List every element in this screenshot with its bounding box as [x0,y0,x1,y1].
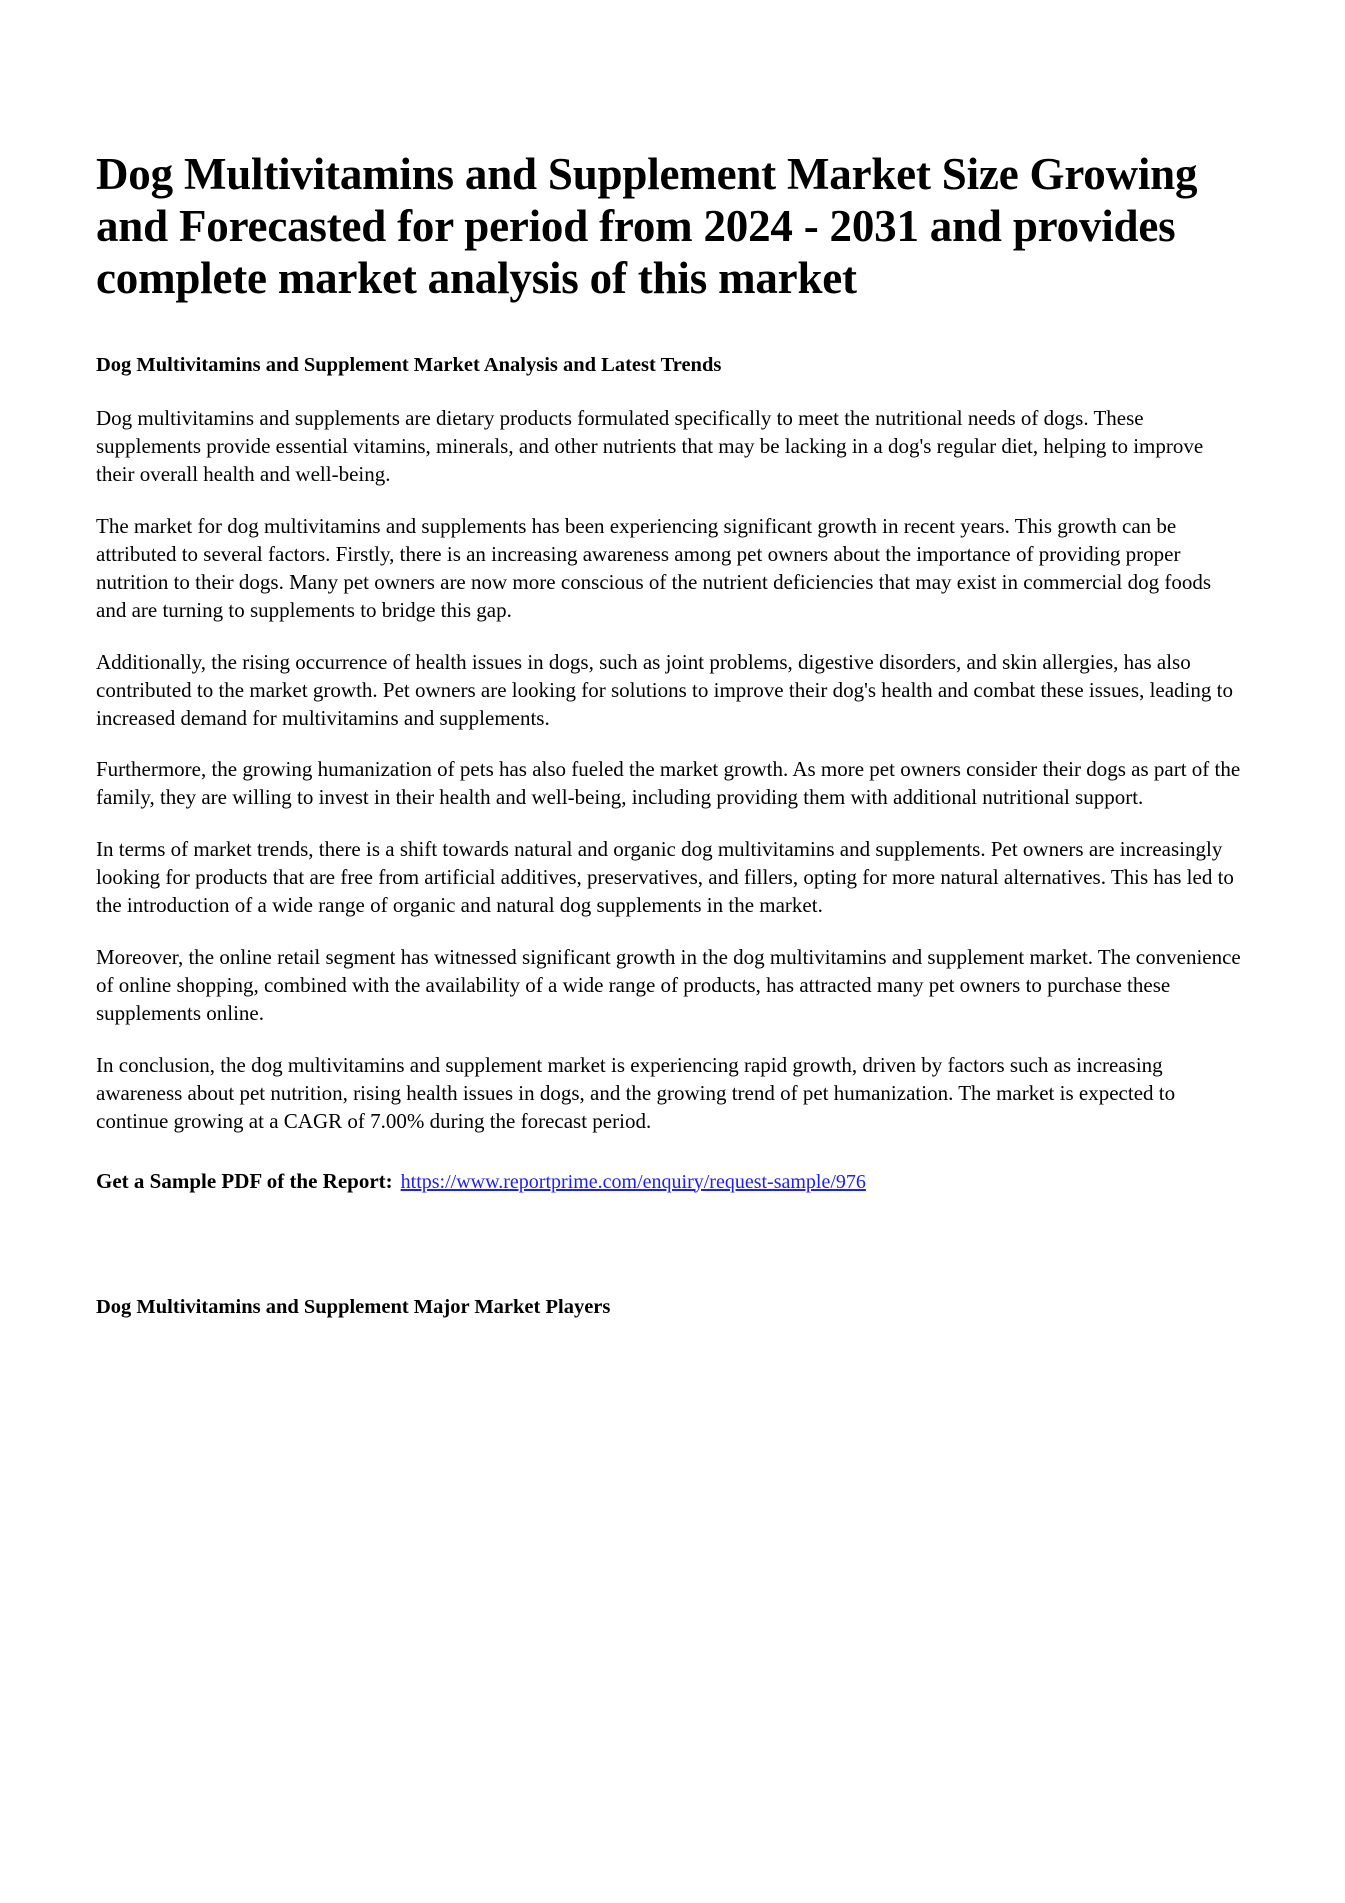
paragraph-online-retail: Moreover, the online retail segment has witnessed significant growth in the dog multivitamins and supplement market. The convenience of online shopping, combined with the availability of a wide range of products, has attracted many pet owners to purchase these supplements online. [96,945,1241,1025]
sample-pdf-cta [96,1168,1248,1196]
paragraph-conclusion: In conclusion, the dog multivitamins and supplement market is experiencing rapid growth, driven by factors such as increasing awareness about pet nutrition, rising health issues in dogs, and the growing trend of pet humanization. The market is expected to continue growing at a CAGR of 7.00% during the forecast period. [96,1052,1176,1133]
sample-pdf-link[interactable]: https://www.reportprime.com/enquiry/request-sample/976 [400,1170,866,1193]
section-heading-analysis: Dog Multivitamins and Supplement Market Analysis and Latest Trends [96,353,722,376]
page-title: Dog Multivitamins and Supplement Market Size Growing and Forecasted for period from 2024 - 2031 and provides complete market analysis of this market [96,149,1198,304]
paragraph-market-trends: In terms of market trends, there is a shift towards natural and organic dog multivitamins and supplements. Pet owners are increasingly looking for products that are free from artificial additives, preservatives, and fillers, opting for more natural alternatives. This has led to the introduction of a wide range of organic and natural dog supplements in the market. [96,837,1234,918]
paragraph-humanization: Furthermore, the growing humanization of pets has also fueled the market growth. As more pet owners consider their dogs as part of the family, they are willing to invest in their health and well-being, including providing them with additional nutritional support. [96,757,1241,810]
section-heading-major-players: Dog Multivitamins and Supplement Major Market Players [96,1295,611,1318]
paragraph-health-issues: Additionally, the rising occurrence of health issues in dogs, such as joint problems, digestive disorders, and skin allergies, has also contributed to the market growth. Pet owners are looking for solutions to improve their dog's health and combat these issues, leading to increased demand for multivitamins and supplements. [96,649,1233,730]
paragraph-intro: Dog multivitamins and supplements are dietary products formulated specifically to meet the nutritional needs of dogs. These supplements provide essential vitamins, minerals, and other nutrients that may be lacking in a dog's regular diet, helping to improve their overall health and well-being. [96,406,1204,487]
paragraph-market-growth: The market for dog multivitamins and supplements has been experiencing significant growth in recent years. This growth can be attributed to several factors. Firstly, there is an increasing awareness among pet owners about the importance of providing proper nutrition to their dogs. Many pet owners are now more conscious of the nutrient deficiencies that may exist in commercial dog foods and are turning to supplements to bridge this gap. [96,514,1212,622]
sample-pdf-label: Get a Sample PDF of the Report: [96,1168,393,1193]
document-content [96,148,1248,1321]
